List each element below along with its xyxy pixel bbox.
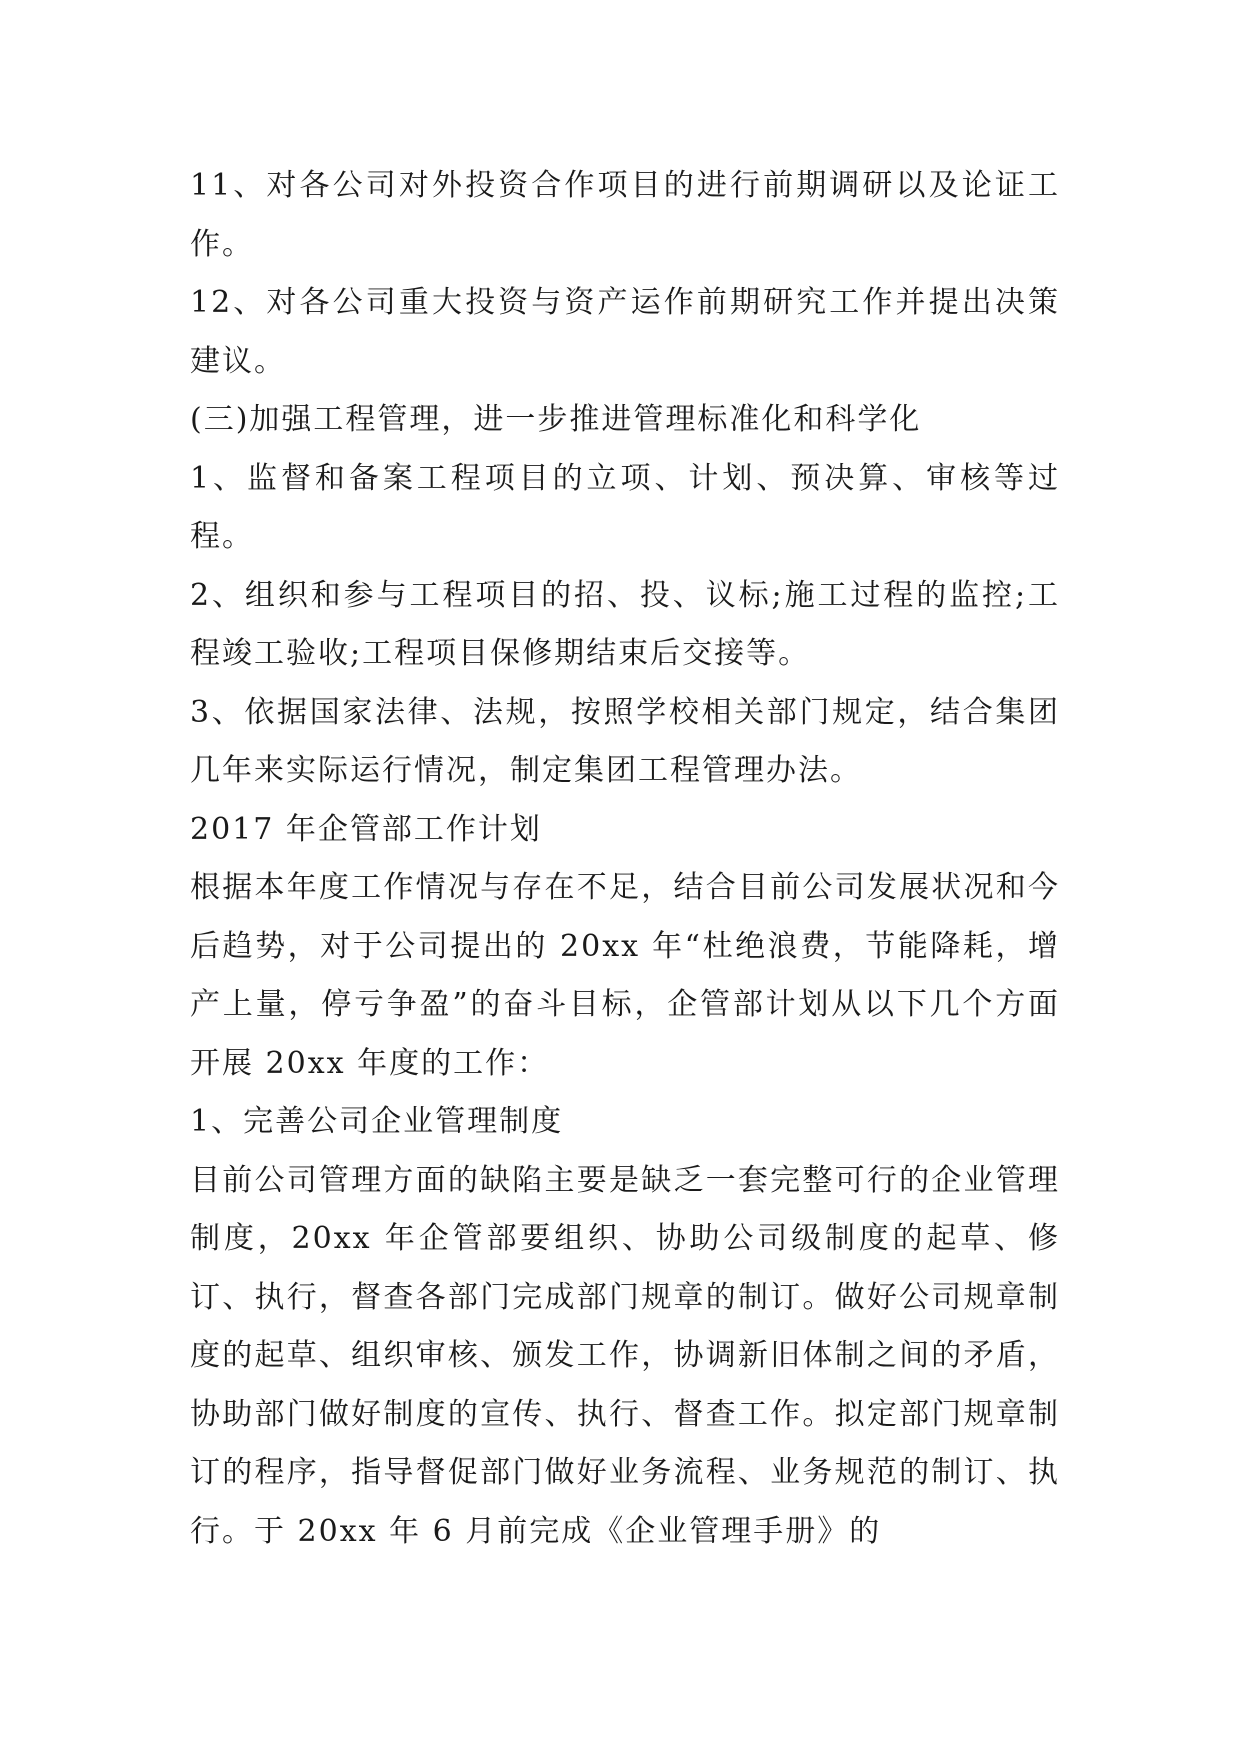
plan-item-1-body: 目前公司管理方面的缺陷主要是缺乏一套完整可行的企业管理制度，20xx 年企管部要组织、协助公司级制度的起草、修订、执行，督查各部门完成部门规章的制订。做好公司规章制度的起草、组织审核、颁发工作，协调新旧体制之间的矛盾，协助部门做好制度的宣传、执行、督查工作。拟定部门规章制订的程序，指导督促部门做好业务流程、业务规范的制订、执行。于 20xx 年 6 月前完成《企业管理手册》的 bbox=[190, 1162, 1060, 1549]
section-heading-engineering: (三)加强工程管理，进一步推进管理标准化和科学化 bbox=[190, 402, 922, 437]
paragraph-item-3: 3、依据国家法律、法规，按照学校相关部门规定，结合集团几年来实际运行情况，制定集团工程管理办法。 bbox=[190, 694, 1060, 788]
plan-item-1-heading: 1、完善公司企业管理制度 bbox=[190, 1104, 564, 1139]
paragraph-item-11: 11、对各公司对外投资合作项目的进行前期调研以及论证工作。 bbox=[190, 168, 1060, 262]
document-body bbox=[190, 157, 1060, 1561]
plan-title: 2017 年企管部工作计划 bbox=[190, 811, 542, 847]
paragraph-item-2: 2、组织和参与工程项目的招、投、议标;施工过程的监控;工程竣工验收;工程项目保修期结束后交接等。 bbox=[190, 577, 1060, 671]
paragraph-item-1: 1、监督和备案工程项目的立项、计划、预决算、审核等过程。 bbox=[190, 460, 1060, 554]
plan-intro-paragraph: 根据本年度工作情况与存在不足，结合目前公司发展状况和今后趋势，对于公司提出的 20xx 年“杜绝浪费，节能降耗，增产上量，停亏争盈”的奋斗目标，企管部计划从以下几个方面开展 20xx 年度的工作： bbox=[190, 870, 1060, 1081]
paragraph-item-12: 12、对各公司重大投资与资产运作前期研究工作并提出决策建议。 bbox=[190, 285, 1060, 379]
